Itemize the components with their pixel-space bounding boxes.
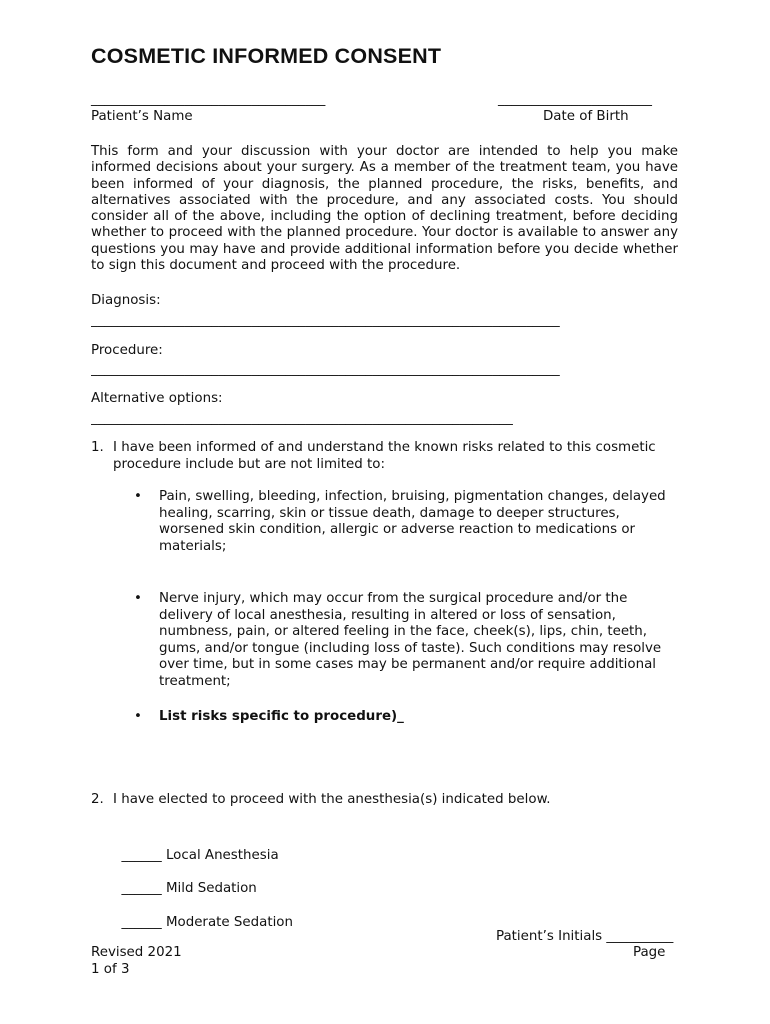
diagnosis-field[interactable]: ______________________________________________________________________ xyxy=(91,313,560,328)
item-number: 2. xyxy=(91,792,104,807)
bullet-icon: • xyxy=(134,489,142,504)
checkbox-blank[interactable]: ______ xyxy=(121,915,162,930)
list-item xyxy=(134,591,679,691)
checkbox-blank[interactable]: ______ xyxy=(121,848,162,863)
patient-name-field[interactable]: ___________________________________ xyxy=(91,92,326,107)
option-label: Mild Sedation xyxy=(165,881,257,896)
revised-date: Revised 2021 xyxy=(91,945,182,960)
diagnosis-label: Diagnosis: xyxy=(91,293,161,308)
anesthesia-item-text: I have elected to proceed with the anesthesia(s) indicated below. xyxy=(113,792,551,807)
risk-bullet-text: Nerve injury, which may occur from the surgical procedure and/or the delivery of local anesthesia, resulting in altered or loss of sensation, numbness, pain, or altered feeling in the face, cheek(s), lips, chin, teeth, gums, and/or tongue (including loss of taste). Such conditions may resolve over time, but in some cases may be permanent and/or require additional treatment; xyxy=(159,591,662,689)
specific-risks-bullet[interactable]: List risks specific to procedure)_ xyxy=(159,709,404,724)
page-count: 1 of 3 xyxy=(91,962,130,977)
option-label: Moderate Sedation xyxy=(165,915,293,930)
date-of-birth-field[interactable]: _______________________ xyxy=(498,92,652,107)
date-of-birth-label: Date of Birth xyxy=(543,109,629,124)
intro-paragraph: This form and your discussion with your doctor are intended to help you make informed decisions about your surgery. As a member of the treatment team, you have been informed of your diagnosis, the planned procedure, the risks, benefits, and alternatives associated with the procedure, and any associated costs. You should consider all of the above, including the option of declining treatment, before deciding whether to proceed with the planned procedure. Your doctor is available to answer any questions you may have and provide additional information before you decide whether to sign this document and proceed with the procedure. xyxy=(91,144,678,274)
checkbox-blank[interactable]: ______ xyxy=(121,881,162,896)
list-item xyxy=(134,489,679,557)
risk-item-text: I have been informed of and understand the known risks related to this cosmetic procedure include but are not limited to: xyxy=(113,440,656,472)
item-number: 1. xyxy=(91,440,104,455)
anesthesia-option-local[interactable] xyxy=(113,832,279,864)
option-label: Local Anesthesia xyxy=(165,848,279,863)
procedure-label: Procedure: xyxy=(91,343,163,358)
risk-item xyxy=(91,440,691,474)
alternatives-label: Alternative options: xyxy=(91,391,223,406)
anesthesia-item xyxy=(91,792,691,810)
document-title: COSMETIC INFORMED CONSENT xyxy=(91,44,442,68)
bullet-icon: • xyxy=(134,709,142,724)
risk-bullet-text: Pain, swelling, bleeding, infection, bruising, pigmentation changes, delayed healing, scarring, skin or tissue death, damage to deeper structures, worsened skin condition, allergic or adverse reaction to medications or materials; xyxy=(159,489,666,554)
alternatives-field[interactable]: _______________________________________________________________ xyxy=(91,411,513,426)
page-label: Page xyxy=(633,945,666,960)
anesthesia-option-mild[interactable] xyxy=(113,865,257,897)
anesthesia-option-moderate[interactable] xyxy=(113,899,293,931)
procedure-field[interactable]: ______________________________________________________________________ xyxy=(91,362,560,377)
list-item xyxy=(134,709,679,727)
patient-initials-field[interactable]: Patient’s Initials __________ xyxy=(496,929,674,944)
bullet-icon: • xyxy=(134,591,142,606)
patient-name-label: Patient’s Name xyxy=(91,109,193,124)
